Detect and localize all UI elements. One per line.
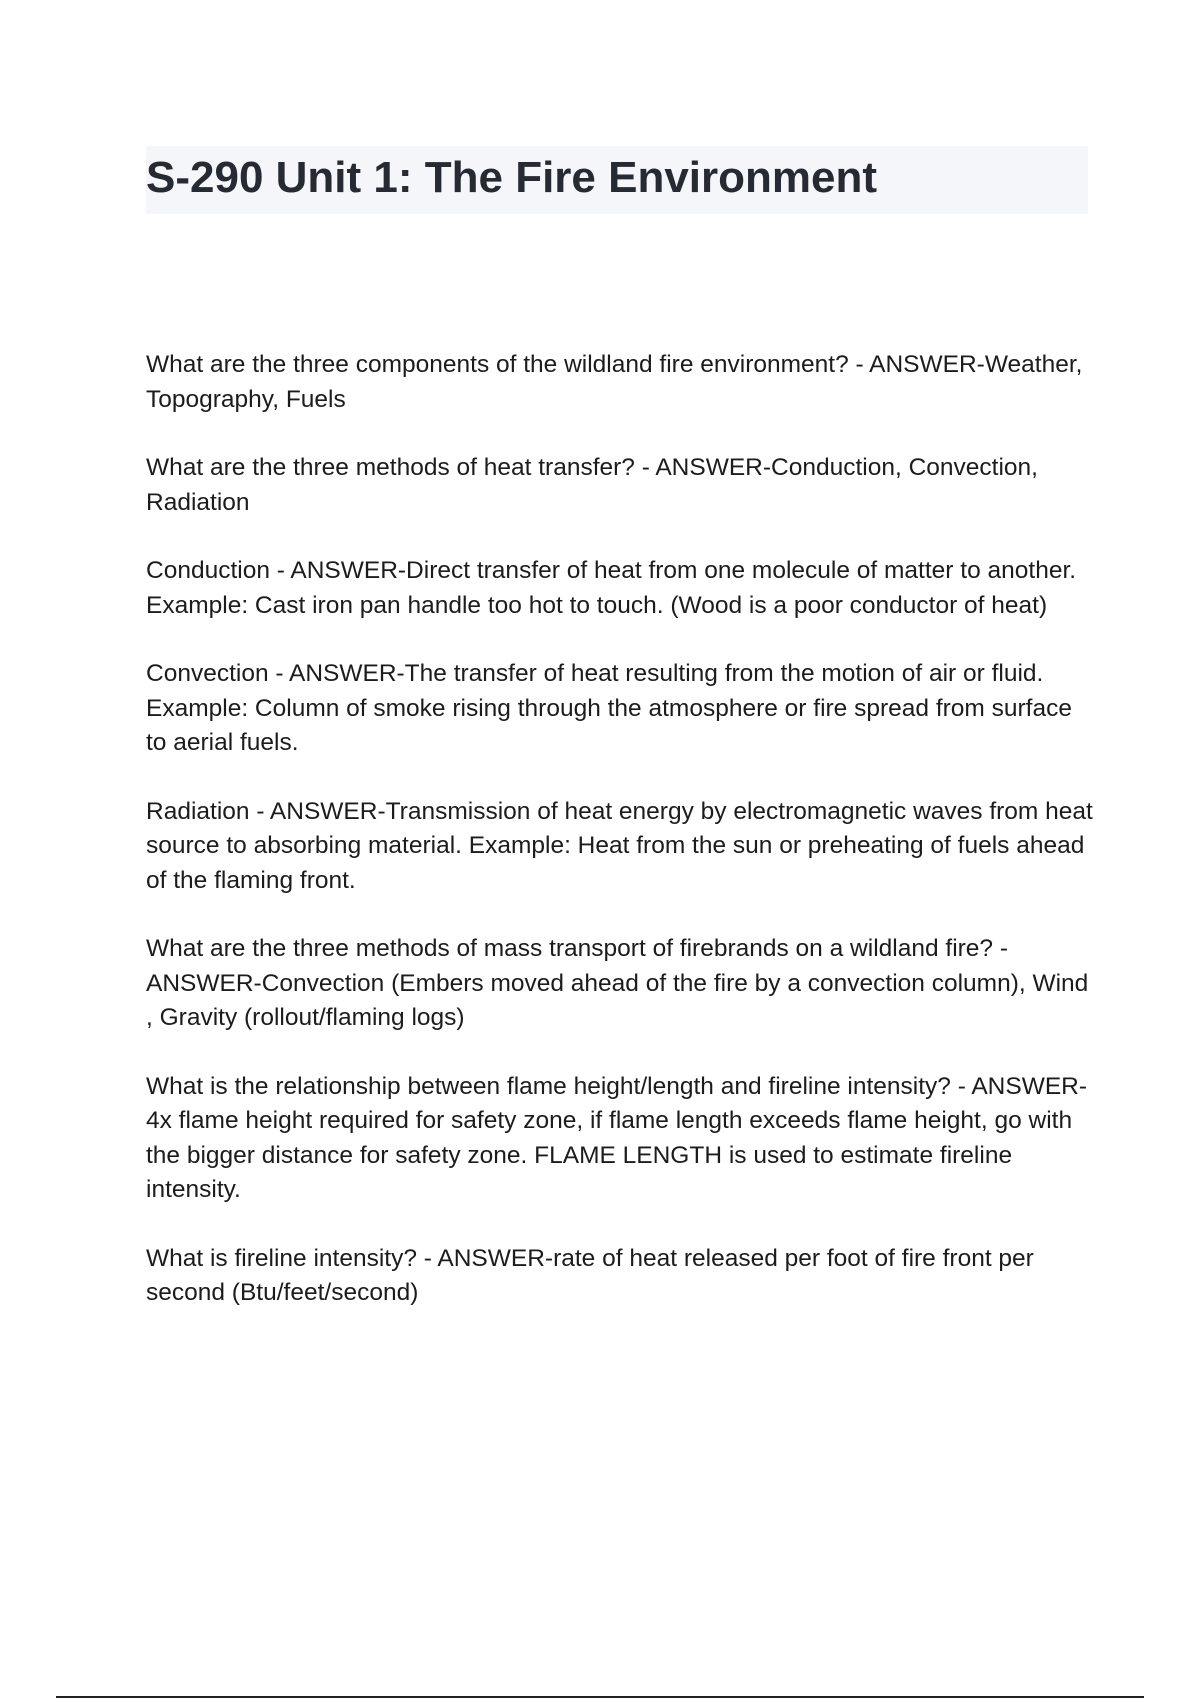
qa-list [146, 348, 1096, 1345]
qa-entry: What is fireline intensity? - ANSWER-rate of heat released per foot of fire front per second (Btu/feet/second) [146, 1244, 1034, 1306]
page-title: S-290 Unit 1: The Fire Environment [146, 153, 878, 202]
footer-divider [56, 1696, 1144, 1698]
qa-entry: What are the three methods of mass transport of firebrands on a wildland fire? - ANSWER-Convection (Embers moved ahead of the fire by a convection column), Wind , Gravity (rollout/flaming logs) [146, 935, 1089, 1031]
title-banner [146, 146, 1088, 214]
qa-entry: What is the relationship between flame height/length and fireline intensity? - ANSWER-4x flame height required for safety zone, if flame length exceeds flame height, go with the bigger distance for safety zone. FLAME LENGTH is used to estimate fireline intensity. [146, 1072, 1088, 1203]
qa-entry: Convection - ANSWER-The transfer of heat resulting from the motion of air or fluid. Example: Column of smoke rising through the atmosphere or fire spread from surface to aerial fuels. [146, 660, 1072, 756]
qa-entry: What are the three methods of heat transfer? - ANSWER-Conduction, Convection, Radiation [146, 454, 1038, 516]
qa-entry: Conduction - ANSWER-Direct transfer of heat from one molecule of matter to another. Example: Cast iron pan handle too hot to touch. (Wood is a poor conductor of heat) [146, 557, 1077, 619]
qa-entry: What are the three components of the wildland fire environment? - ANSWER-Weather, Topography, Fuels [146, 351, 1083, 413]
qa-entry: Radiation - ANSWER-Transmission of heat energy by electromagnetic waves from heat source to absorbing material. Example: Heat from the sun or preheating of fuels ahead of the flaming front. [146, 797, 1093, 894]
